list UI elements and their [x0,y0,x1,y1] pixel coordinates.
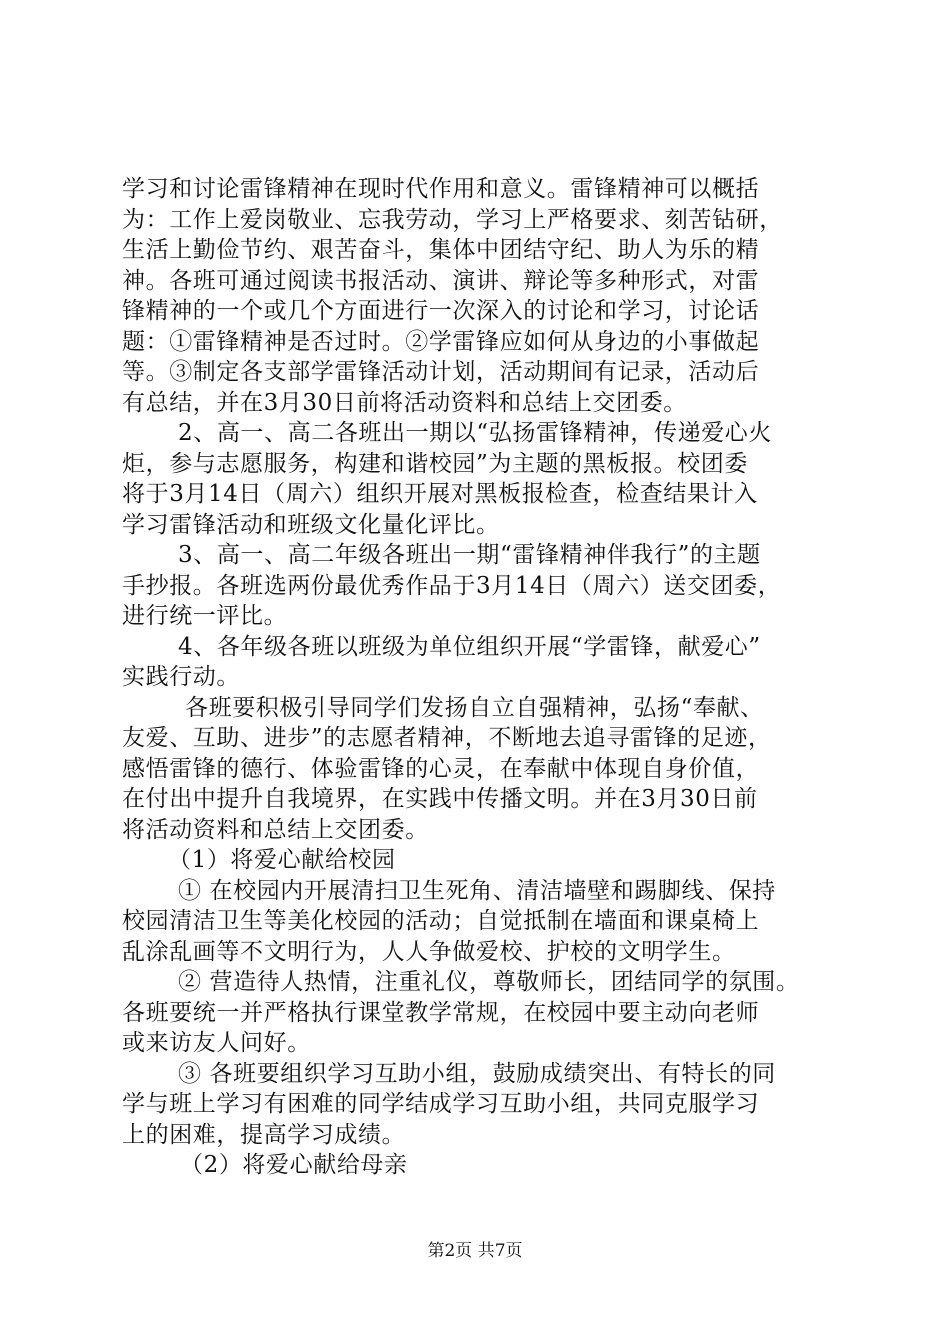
paragraph-start: 各班要积极引导同学们发扬自立自强精神，弘扬“奉献、 [185,694,764,721]
list-item-1-start: ① 在校园内开展清扫卫生死角、清洁墙壁和踢脚线、保持 [178,877,776,904]
body-line: 有总结，并在3月30日前将活动资料和总结上交团委。 [122,389,687,416]
body-line: 进行统一评比。 [122,603,288,629]
body-line: 生活上勤俭节约、艰苦奋斗，集体中团结守纪、助人为乐的精 [122,237,760,263]
subheading-1: （1）将爱心献给校园 [168,847,396,873]
body-line: 炬，参与志愿服务，构建和谐校园”为主题的黑板报。校团委 [122,450,748,477]
paragraph-2-start: 2、高一、高二各班出一期以“弘扬雷锋精神，传递爱心火 [178,420,772,446]
body-line: 感悟雷锋的德行、体验雷锋的心灵，在奉献中体现自身价值， [122,755,760,782]
body-line: 乱涂乱画等不文明行为，人人争做爱校、护校的文明学生。 [122,938,736,965]
page-indicator: 第2页 共7页 [427,1241,523,1261]
body-line: 上的困难，提高学习成绩。 [122,1121,406,1148]
document-body [122,174,834,1181]
body-line: 等。③制定各支部学雷锋活动计划，活动期间有记录，活动后 [122,359,760,385]
body-line: 或来访友人问好。 [122,1030,311,1056]
subheading-2: （2）将爱心献给母亲 [180,1152,408,1178]
body-line: 学习雷锋活动和班级文化量化评比。 [122,511,500,538]
list-item-3-start: ③ 各班要组织学习互助小组，鼓励成绩突出、有特长的同 [178,1060,776,1087]
paragraph-4-start: 4、各年级各班以班级为单位组织开展“学雷锋，献爱心” [178,633,761,660]
body-line: 校园清洁卫生等美化校园的活动；自觉抵制在墙面和课桌椅上 [122,908,760,934]
body-line: 手抄报。各班选两份最优秀作品于3月14日（周六）送交团委， [122,572,782,599]
body-line: 将于3月14日（周六）组织开展对黑板报检查，检查结果计入 [122,481,758,507]
list-item-2-start: ② 营造待人热情，注重礼仪，尊敬师长，团结同学的氛围。 [178,969,800,995]
body-line: 神。各班可通过阅读书报活动、演讲、辩论等多种形式，对雷 [122,267,760,294]
body-line: 为：工作上爱岗敬业、忘我劳动，学习上严格要求、刻苦钻研， [122,206,783,233]
body-line: 学与班上学习有困难的同学结成学习互助小组，共同克服学习 [122,1091,760,1117]
body-line: 锋精神的一个或几个方面进行一次深入的讨论和学习，讨论话 [122,298,760,324]
body-line: 在付出中提升自我境界，在实践中传播文明。并在3月30日前 [122,786,758,812]
body-line: 各班要统一并严格执行课堂教学常规，在校园中要主动向老师 [122,999,760,1026]
body-line: 将活动资料和总结上交团委。 [122,816,429,843]
body-line: 友爱、互助、进步”的志愿者精神，不断地去追寻雷锋的足迹， [122,725,772,751]
paragraph-3-start: 3、高一、高二年级各班出一期“雷锋精神伴我行”的主题 [178,542,761,568]
body-line: 实践行动。 [122,664,240,690]
page-footer [0,1240,950,1262]
body-line: 学习和讨论雷锋精神在现时代作用和意义。雷锋精神可以概括 [122,176,760,202]
body-line: 题：①雷锋精神是否过时。②学雷锋应如何从身边的小事做起 [122,328,760,355]
